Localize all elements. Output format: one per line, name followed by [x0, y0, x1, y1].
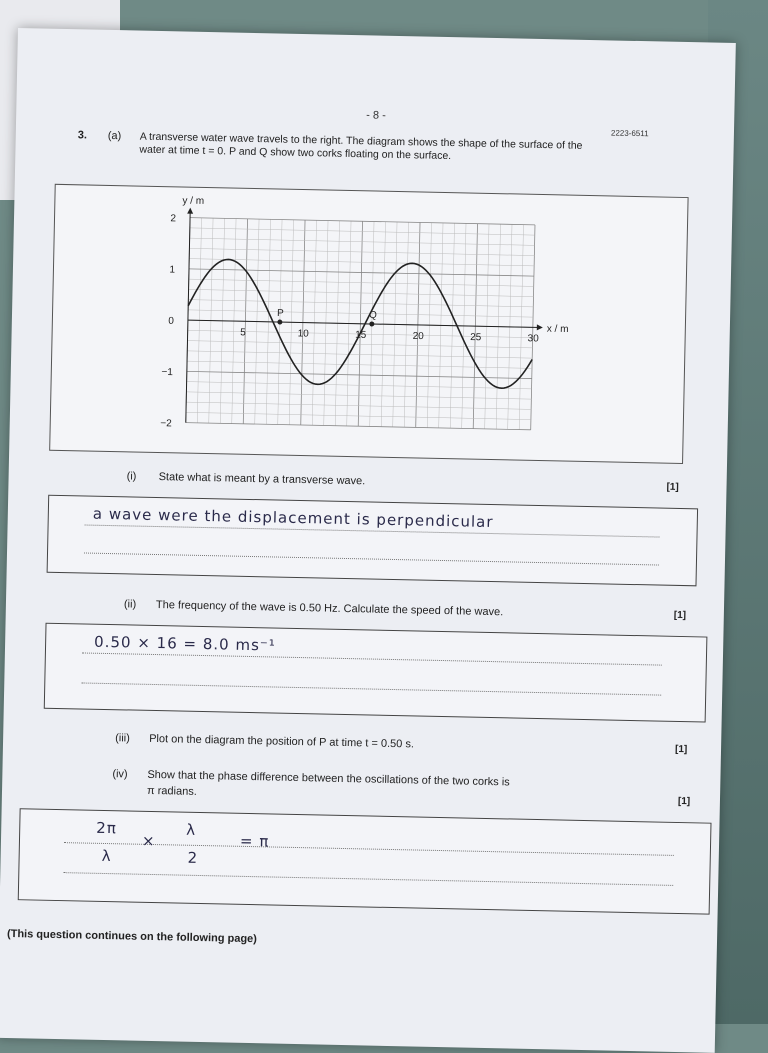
chart-ticks	[160, 213, 541, 437]
x-tick-label: 15	[355, 329, 367, 341]
part-i-label: (i)	[126, 470, 137, 483]
y-axis-arrow	[187, 208, 193, 214]
x-tick-label: 10	[297, 328, 309, 340]
answer-box-ii[interactable]	[44, 623, 708, 723]
x-axis-arrow	[537, 324, 543, 330]
answer-box-iv[interactable]	[18, 808, 712, 914]
part-i-mark: [1]	[666, 481, 679, 493]
part-iv-text-line2: π radians.	[146, 784, 197, 798]
cork-label-q: Q	[368, 309, 377, 322]
x-tick-label: 30	[527, 333, 539, 345]
y-tick-label: 2	[170, 213, 177, 225]
answer-line	[63, 872, 673, 886]
y-axis-label: y / m	[182, 195, 205, 207]
part-iii-text: Plot on the diagram the position of P at time t = 0.50 s.	[149, 732, 415, 751]
handwritten-answer-i: a wave were the displacement is perpendicular	[92, 504, 494, 532]
part-iv-mark: [1]	[677, 795, 691, 808]
question-text: A transverse water wave travels to the right. The diagram shows the shape of the surface of the water at time t = 0. P and Q show two corks floating on the surface.	[139, 130, 583, 163]
y-axis	[186, 210, 190, 423]
answer-box-i[interactable]	[47, 495, 698, 587]
fraction-denominator-2: 2	[187, 848, 199, 867]
wave-diagram	[49, 184, 688, 464]
x-tick-label: 5	[240, 327, 246, 339]
exam-page	[0, 28, 736, 1053]
x-tick-label: 20	[412, 330, 424, 343]
y-tick-label: 1	[169, 264, 176, 276]
question-part: (a)	[107, 129, 122, 143]
wave-chart	[50, 185, 687, 463]
cork-point-p	[277, 319, 282, 324]
part-ii-text: The frequency of the wave is 0.50 Hz. Calculate the speed of the wave.	[155, 599, 504, 619]
y-tick-label: −1	[161, 366, 173, 379]
cork-point-q	[369, 321, 374, 326]
part-iv-text-line1: Show that the phase difference between the oscillations of the two corks is	[147, 768, 510, 789]
handwritten-result-iv: = π	[239, 831, 270, 851]
page-number: - 8 -	[366, 109, 386, 122]
y-tick-label: 0	[168, 315, 175, 327]
cork-label-p: P	[276, 307, 284, 320]
part-ii-label: (ii)	[123, 598, 137, 611]
answer-line	[81, 682, 661, 695]
multiply-sign: ×	[141, 831, 156, 851]
part-iv-label: (iv)	[112, 768, 128, 781]
x-axis-label: x / m	[546, 323, 569, 336]
y-tick-label: −2	[160, 418, 172, 430]
fraction-numerator-2: λ	[186, 820, 197, 839]
x-tick-label: 25	[470, 332, 482, 344]
answer-line	[84, 552, 659, 565]
part-ii-mark: [1]	[673, 609, 687, 622]
handwritten-answer-ii: 0.50 × 16 = 8.0 ms⁻¹	[93, 632, 276, 655]
fraction-numerator-1: 2π	[96, 818, 118, 838]
answer-line	[82, 652, 662, 665]
part-iii-label: (iii)	[115, 732, 130, 745]
fraction-denominator-1: λ	[101, 846, 112, 866]
part-iii-mark: [1]	[674, 743, 688, 756]
question-number: 3.	[77, 129, 88, 142]
chart-axes	[183, 208, 545, 430]
continuation-note: (This question continues on the following page)	[6, 927, 258, 946]
paper-code: 2223-6511	[610, 128, 649, 139]
part-i-text: State what is meant by a transverse wave.	[158, 471, 366, 488]
